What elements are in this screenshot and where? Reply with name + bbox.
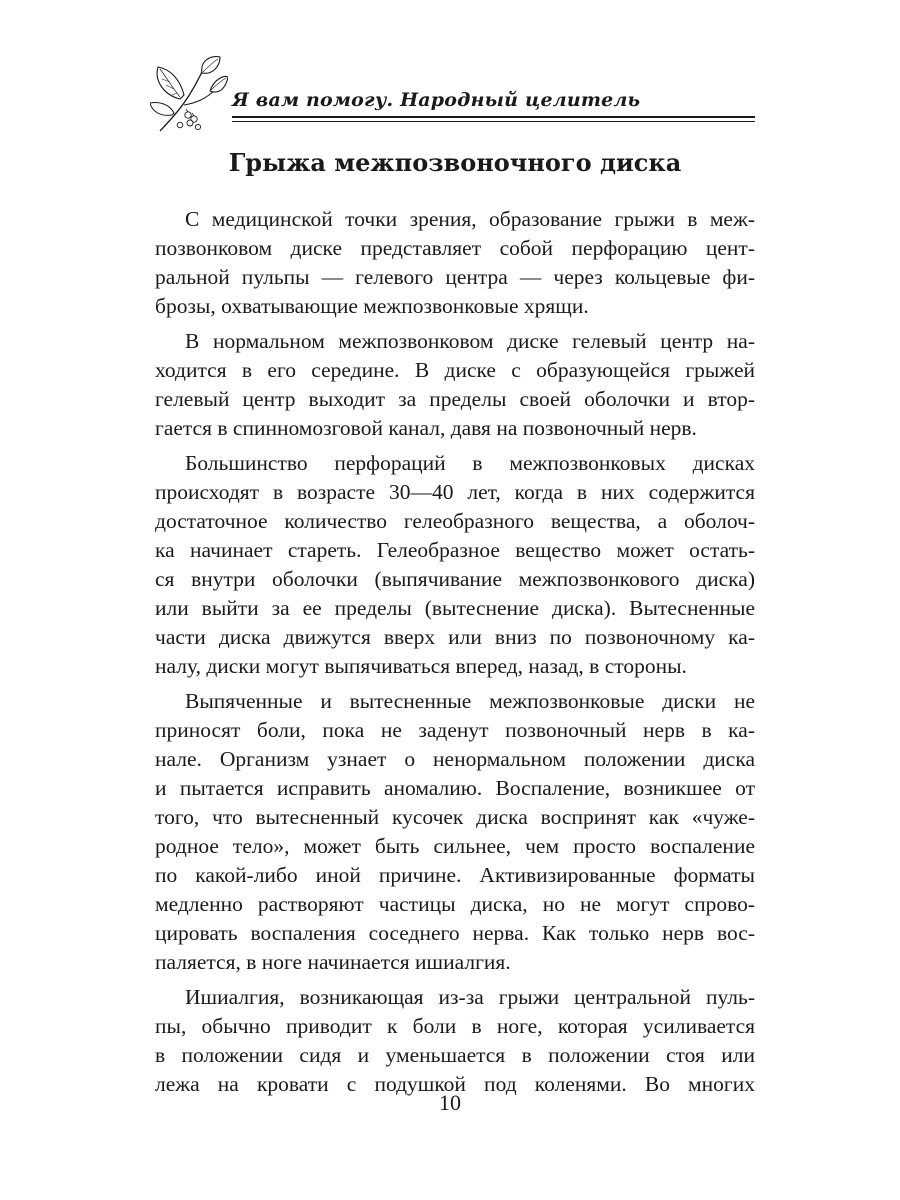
text-line: позвонковом диске представляет собой перфорацию цент- [155, 236, 755, 260]
text-line: ка начинает стареть. Гелеобразное вещество может остать- [155, 538, 755, 562]
text-line: гается в спинномозговой канал, давя на позвоночный нерв. [155, 416, 697, 440]
text-line: медленно растворяют частицы диска, но не могут спрово- [155, 892, 755, 916]
text-line: родное тело», может быть сильнее, чем просто воспаление [155, 834, 755, 858]
text-line: или выйти за ее пределы (вытеснение диска). Вытесненные [155, 596, 755, 620]
header-rule-thin [232, 121, 755, 122]
text-line: пы, обычно приводит к боли в ноге, которая усиливается [155, 1014, 755, 1038]
text-line: Выпяченные и вытесненные межпозвонковые диски не [185, 689, 755, 713]
text-line: Большинство перфораций в межпозвонковых дисках [185, 451, 755, 475]
paragraph-4 [155, 687, 755, 977]
text-line: брозы, охватывающие межпозвонковые хрящи. [155, 294, 589, 318]
text-line: приносят боли, пока не заденут позвоночный нерв в ка- [155, 718, 755, 742]
text-line: и пытается исправить аномалию. Воспаление, возникшее от [155, 776, 755, 800]
text-line: В нормальном межпозвонковом диске гелевый центр на- [185, 329, 755, 353]
text-line: Ишиалгия, возникающая из-за грыжи центральной пуль- [185, 985, 755, 1009]
paragraph-1 [155, 205, 755, 321]
chapter-title: Грыжа межпозвоночного диска [228, 148, 682, 177]
running-title: Я вам помогу. Народный целитель [232, 89, 641, 111]
body-text [155, 205, 755, 1105]
paragraph-2 [155, 327, 755, 443]
text-line: достаточное количество гелеобразного вещества, а оболоч- [155, 509, 755, 533]
text-line: гелевый центр выходит за пределы своей оболочки и втор- [155, 387, 755, 411]
text-line: происходят в возрасте 30—40 лет, когда в них содержится [155, 480, 755, 504]
herb-leaf-icon [150, 55, 228, 135]
page-number: 10 [439, 1090, 461, 1115]
text-line: ся внутри оболочки (выпячивание межпозвонкового диска) [155, 567, 755, 591]
text-line: С медицинской точки зрения, образование грыжи в меж- [185, 207, 755, 231]
text-line: части диска движутся вверх или вниз по позвоночному ка- [155, 625, 755, 649]
text-line: лежа на кровати с подушкой под коленями. Во многих [155, 1072, 755, 1096]
paragraph-3 [155, 449, 755, 681]
text-line: нале. Организм узнает о ненормальном положении диска [155, 747, 755, 771]
paragraph-5 [155, 983, 755, 1099]
text-line: по какой-либо иной причине. Активизированные форматы [155, 863, 755, 887]
text-line: паляется, в ноге начинается ишиалгия. [155, 950, 511, 974]
text-line: ральной пульпы — гелевого центра — через кольцевые фи- [155, 265, 755, 289]
text-line: в положении сидя и уменьшается в положении стоя или [155, 1043, 755, 1067]
text-line: ходится в его середине. В диске с образующейся грыжей [155, 358, 755, 382]
header-rule-thick [232, 116, 755, 118]
running-header [150, 55, 755, 135]
text-line: того, что вытесненный кусочек диска воспринят как «чуже- [155, 805, 755, 829]
text-line: налу, диски могут выпячиваться вперед, назад, в стороны. [155, 654, 687, 678]
text-line: цировать воспаления соседнего нерва. Как только нерв вос- [155, 921, 755, 945]
